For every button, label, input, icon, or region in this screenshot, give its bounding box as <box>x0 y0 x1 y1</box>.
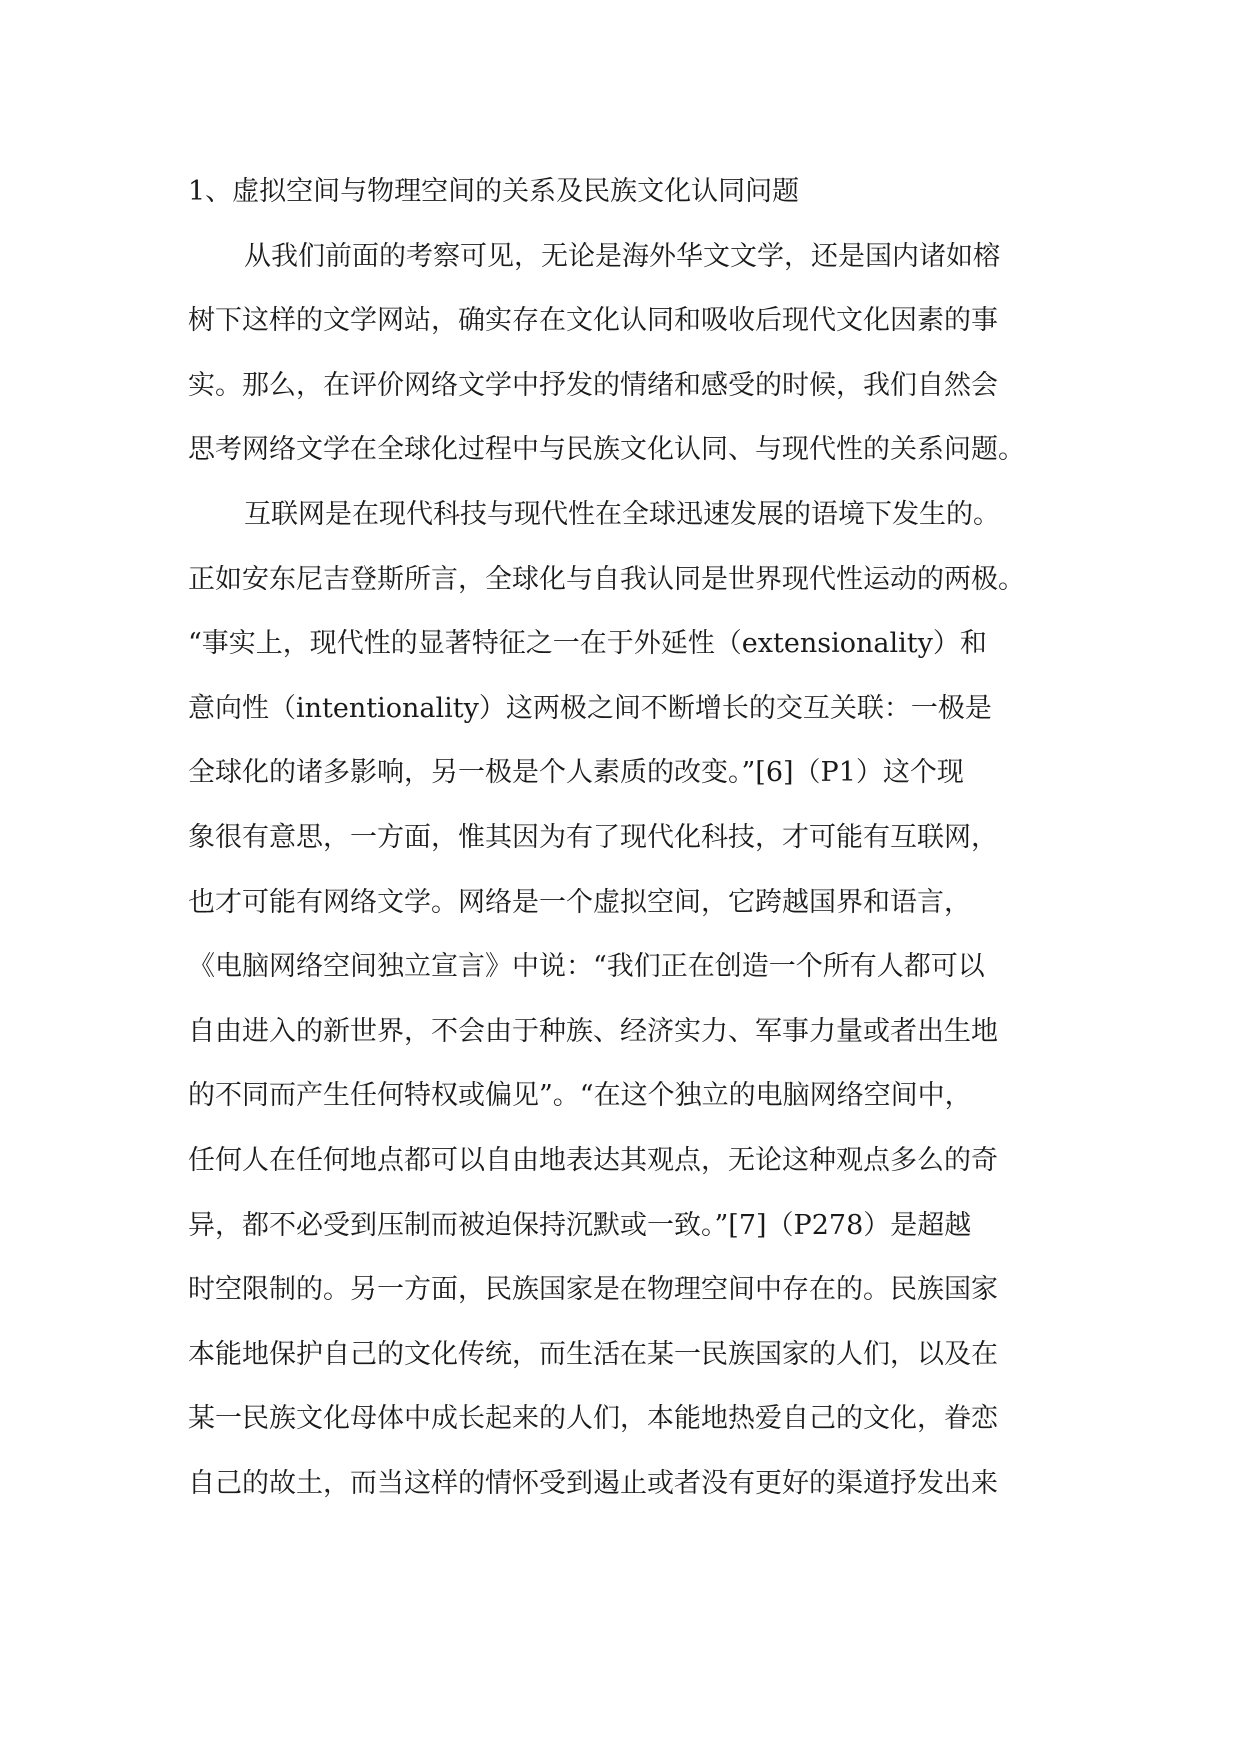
section-heading: 1、虚拟空间与物理空间的关系及民族文化认同问题 <box>188 176 800 207</box>
text-line: 正如安东尼吉登斯所言，全球化与自我认同是世界现代性运动的两极。 <box>188 563 1025 595</box>
body-text <box>188 160 1056 1516</box>
text-line: 自由进入的新世界，不会由于种族、经济实力、军事力量或者出生地 <box>188 1015 998 1047</box>
text-line: 从我们前面的考察可见，无论是海外华文文学，还是国内诸如榕 <box>244 240 1000 272</box>
text-line: “事实上，现代性的显著特征之一在于外延性（extensionality）和 <box>188 628 987 660</box>
text-line: 实。那么，在评价网络文学中抒发的情绪和感受的时候，我们自然会 <box>188 369 998 401</box>
text-line: 自己的故土，而当这样的情怀受到遏止或者没有更好的渠道抒发出来 <box>188 1467 998 1499</box>
text-line: 象很有意思，一方面，惟其因为有了现代化科技，才可能有互联网， <box>188 821 998 853</box>
text-line: 的不同而产生任何特权或偏见”。“在这个独立的电脑网络空间中， <box>188 1080 972 1112</box>
text-line: 时空限制的。另一方面，民族国家是在物理空间中存在的。民族国家 <box>188 1274 998 1306</box>
text-line: 《电脑网络空间独立宣言》中说：“我们正在创造一个所有人都可以 <box>188 951 985 983</box>
text-line: 思考网络文学在全球化过程中与民族文化认同、与现代性的关系问题。 <box>188 434 1025 466</box>
text-line: 互联网是在现代科技与现代性在全球迅速发展的语境下发生的。 <box>244 498 1000 530</box>
text-line: 本能地保护自己的文化传统，而生活在某一民族国家的人们，以及在 <box>188 1338 998 1370</box>
text-line: 也才可能有网络文学。网络是一个虚拟空间，它跨越国界和语言， <box>188 886 971 918</box>
text-line: 全球化的诸多影响，另一极是个人素质的改变。”[6]（P1）这个现 <box>188 757 964 789</box>
text-line: 异，都不必受到压制而被迫保持沉默或一致。”[7]（P278）是超越 <box>188 1209 972 1241</box>
text-line: 树下这样的文学网站，确实存在文化认同和吸收后现代文化因素的事 <box>188 305 998 337</box>
text-line: 某一民族文化母体中成长起来的人们，本能地热爱自己的文化，眷恋 <box>188 1403 998 1435</box>
text-line: 意向性（intentionality）这两极之间不断增长的交互关联：一极是 <box>188 692 992 724</box>
text-line: 任何人在任何地点都可以自由地表达其观点，无论这种观点多么的奇 <box>188 1144 998 1176</box>
